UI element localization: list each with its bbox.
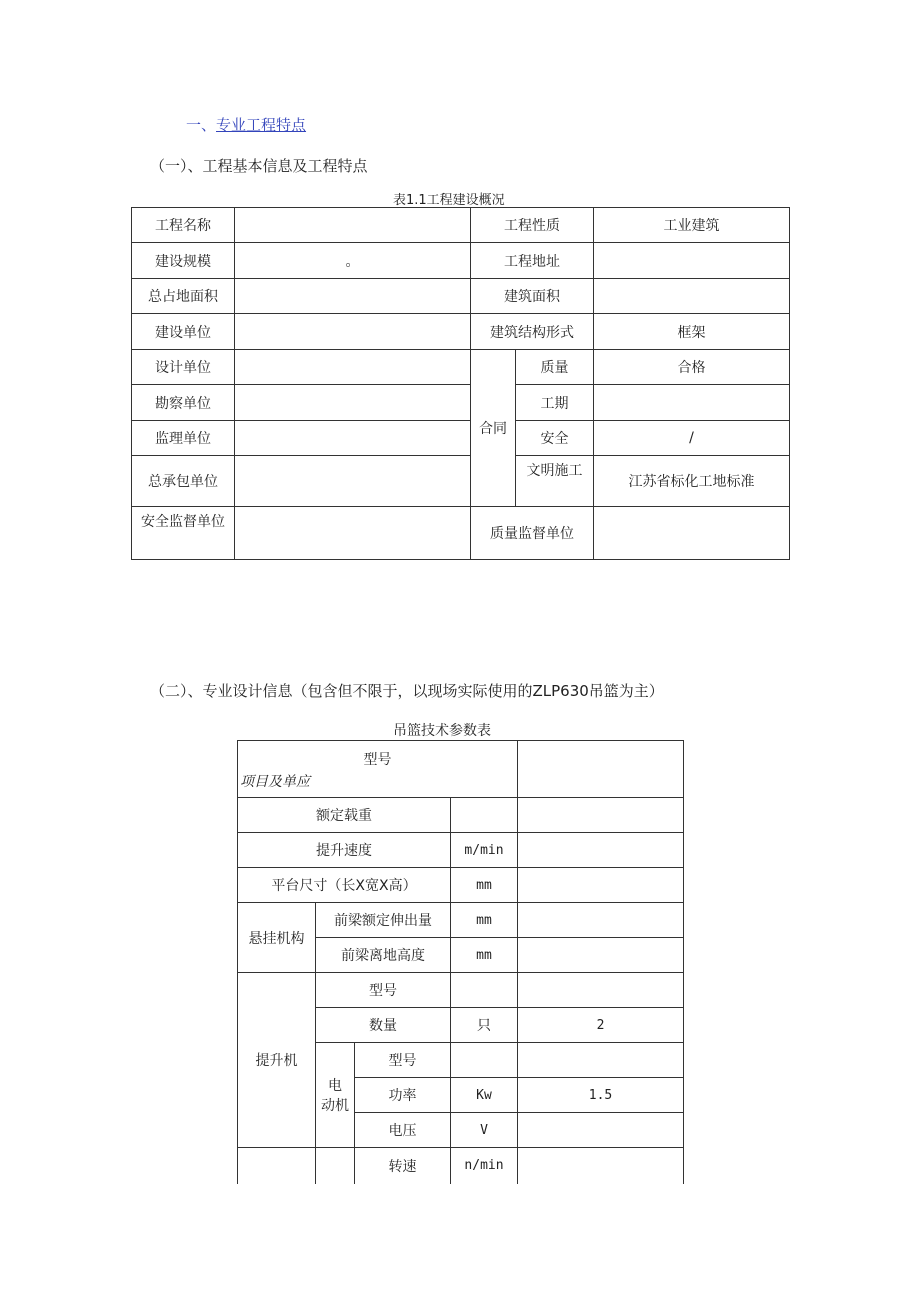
label-front-beam-height: 前梁离地高度 [316,938,451,973]
label-motor [316,1043,355,1148]
label-building-area: 建筑面积 [471,279,594,314]
unit-speed: n/min [451,1148,518,1184]
value-lift-speed [518,833,684,868]
value-speed [518,1148,684,1184]
value-safety-supervision [235,507,471,560]
table2-caption: 吊篮技术参数表 [393,723,491,739]
value-duration [594,385,790,421]
header-cell [238,741,518,798]
value-front-beam-extension [518,903,684,938]
value-owner [235,314,471,350]
value-motor-model [518,1043,684,1078]
value-design [235,350,471,385]
label-quality-supervision: 质量监督单位 [471,507,594,560]
value-land-area [235,279,471,314]
value-quality-supervision [594,507,790,560]
heading-title-link[interactable]: 专业工程特点 [216,116,307,134]
subsection-heading-1: （一）、工程基本信息及工程特点 [150,157,368,175]
value-general-contractor [235,456,471,507]
value-building-area [594,279,790,314]
label-power: 功率 [355,1078,451,1113]
value-rated-load [518,798,684,833]
label-voltage: 电压 [355,1113,451,1148]
label-rated-load: 额定载重 [238,798,451,833]
unit-power: Kw [451,1078,518,1113]
heading-prefix: 一、 [186,116,217,134]
label-quantity: 数量 [316,1008,451,1043]
value-address [594,243,790,279]
gondola-params-table [237,740,684,1184]
unit-front-beam-height: mm [451,938,518,973]
label-duration: 工期 [516,385,594,421]
blank-left-cell [238,1148,316,1184]
label-front-beam-extension: 前梁额定伸出量 [316,903,451,938]
value-supervision [235,421,471,456]
value-power: 1.5 [518,1078,684,1113]
section-heading-1 [186,114,306,135]
label-motor-line2: 动机 [321,1098,349,1114]
label-safety: 安全 [516,421,594,456]
label-scale: 建设规模 [132,243,235,279]
unit-front-beam-extension: mm [451,903,518,938]
label-design: 设计单位 [132,350,235,385]
value-hoist-model [518,973,684,1008]
label-hoist-model: 型号 [316,973,451,1008]
label-supervision: 监理单位 [132,421,235,456]
table1-caption: 表1.1工程建设概况 [393,193,505,208]
value-front-beam-height [518,938,684,973]
value-structure: 框架 [594,314,790,350]
label-safety-supervision: 安全监督单位 [132,507,235,560]
unit-voltage: V [451,1113,518,1148]
value-project-name [235,208,471,243]
value-quantity: 2 [518,1008,684,1043]
label-hoist: 提升机 [238,973,316,1148]
label-contract: 合同 [471,350,516,507]
label-motor-line1: 电 [328,1078,342,1094]
label-general-contractor: 总承包单位 [132,456,235,507]
header-model-label: 型号 [363,752,392,768]
label-address: 工程地址 [471,243,594,279]
unit-lift-speed: m/min [451,833,518,868]
value-project-nature: 工业建筑 [594,208,790,243]
project-overview-table [131,207,790,560]
unit-hoist-model [451,973,518,1008]
blank-mid-cell [316,1148,355,1184]
label-survey: 勘察单位 [132,385,235,421]
value-safety: / [594,421,790,456]
label-project-name: 工程名称 [132,208,235,243]
value-quality: 合格 [594,350,790,385]
unit-quantity: 只 [451,1008,518,1043]
label-speed: 转速 [355,1148,451,1184]
label-quality: 质量 [516,350,594,385]
label-lift-speed: 提升速度 [238,833,451,868]
header-item-unit-label: 项目及单应 [240,774,310,790]
value-platform-size [518,868,684,903]
header-model-value [518,741,684,798]
label-civilized: 文明施工 [516,456,594,507]
unit-motor-model [451,1043,518,1078]
label-land-area: 总占地面积 [132,279,235,314]
value-voltage [518,1113,684,1148]
value-survey [235,385,471,421]
label-structure: 建筑结构形式 [471,314,594,350]
label-platform-size: 平台尺寸（长X宽X高） [238,868,451,903]
label-project-nature: 工程性质 [471,208,594,243]
label-motor-model: 型号 [355,1043,451,1078]
value-scale: 。 [235,243,471,279]
unit-rated-load [451,798,518,833]
unit-platform-size: mm [451,868,518,903]
label-suspension: 悬挂机构 [238,903,316,973]
value-civilized: 江苏省标化工地标准 [594,456,790,507]
subsection-heading-2: （二）、专业设计信息（包含但不限于，以现场实际使用的ZLP630吊篮为主） [150,682,664,700]
label-owner: 建设单位 [132,314,235,350]
